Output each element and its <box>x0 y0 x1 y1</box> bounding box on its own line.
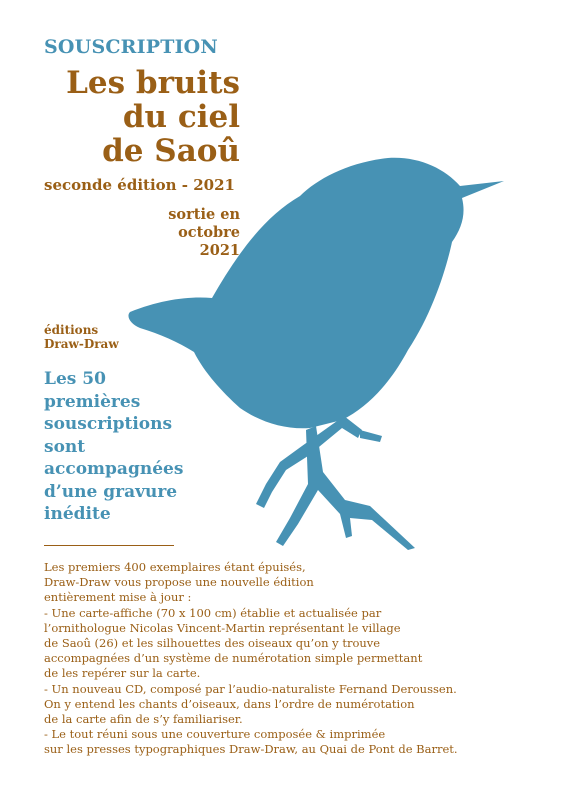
book-title-line: Les bruits <box>66 65 240 101</box>
book-title-line: de Saoû <box>102 133 240 169</box>
section-divider <box>44 545 174 546</box>
description-line: de la carte afin de s’y familiariser. <box>44 712 243 727</box>
offer-line: Les 50 <box>44 369 106 389</box>
release-date-line: 2021 <box>199 242 240 259</box>
description-line: Draw-Draw vous propose une nouvelle édition <box>44 575 314 590</box>
description-line: de Saoû (26) et les silhouettes des oiseaux qu’on y trouve <box>44 636 381 651</box>
publisher-line: Draw-Draw <box>44 337 119 351</box>
description-line: l’ornithologue Nicolas Vincent-Martin représentant le village <box>44 620 401 635</box>
book-title-line: du ciel <box>122 99 240 135</box>
publisher-name <box>44 323 119 351</box>
description-line: On y entend les chants d’oiseaux, dans l’ordre de numérotation <box>44 696 415 711</box>
description-line: - Un nouveau CD, composé par l’audio-naturaliste Fernand Deroussen. <box>44 681 457 696</box>
offer-line: sont <box>44 436 86 457</box>
description-line: accompagnées d’un système de numérotation simple permettant <box>44 651 423 666</box>
offer-line: souscriptions <box>44 414 173 434</box>
publisher-line: éditions <box>44 323 99 337</box>
offer-line: d’une gravure <box>44 481 178 502</box>
release-date <box>168 206 240 260</box>
description-line: de les repérer sur la carte. <box>44 666 201 681</box>
description-text <box>44 560 544 758</box>
offer-line: inédite <box>44 504 111 524</box>
subscription-offer <box>44 368 183 526</box>
offer-line: premières <box>44 391 141 412</box>
subscription-kicker: SOUSCRIPTION <box>44 36 218 58</box>
book-title <box>66 66 240 168</box>
offer-line: accompagnées <box>44 459 184 479</box>
description-line: Les premiers 400 exemplaires étant épuisés, <box>44 560 306 574</box>
release-date-line: octobre <box>178 224 240 241</box>
edition-subtitle: seconde édition - 2021 <box>44 176 235 194</box>
description-line: sur les presses typographiques Draw-Draw, au Quai de Pont de Barret. <box>44 742 458 757</box>
description-line: entièrement mise à jour : <box>44 590 192 605</box>
description-line: - Une carte-affiche (70 x 100 cm) établie et actualisée par <box>44 605 382 620</box>
release-date-line: sortie en <box>168 206 240 223</box>
description-line: - Le tout réuni sous une couverture composée & imprimée <box>44 727 386 742</box>
